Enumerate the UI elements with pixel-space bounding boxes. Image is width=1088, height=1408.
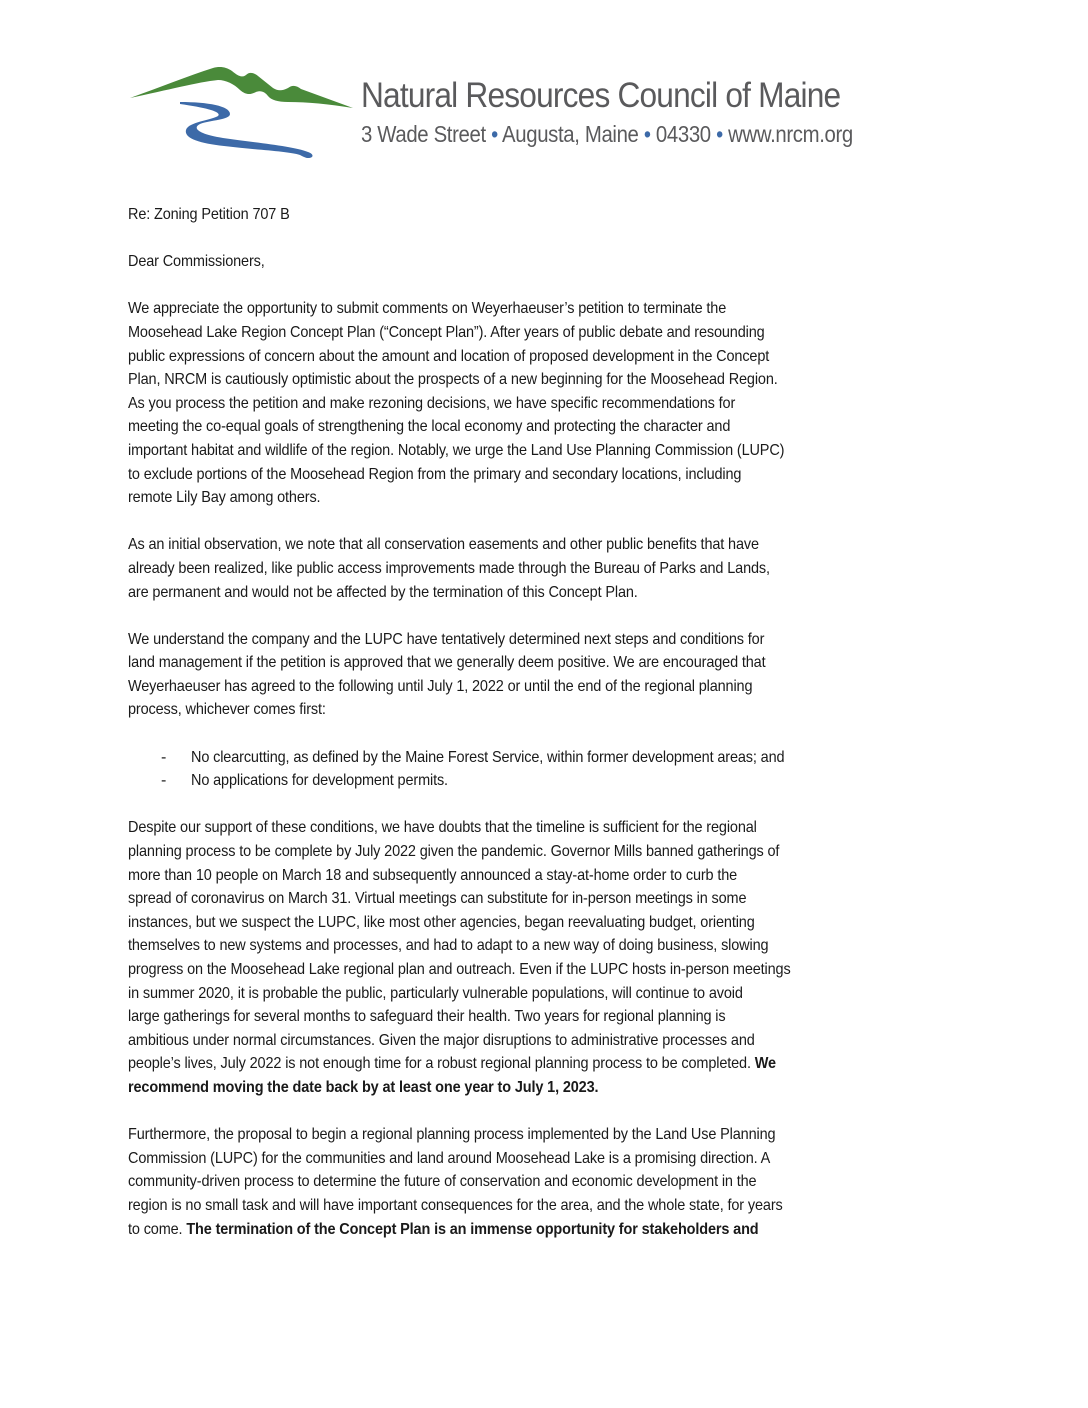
list-item-text: No applications for development permits. bbox=[191, 772, 448, 790]
text-line: Commission (LUPC) for the communities and land around Moosehead Lake is a promising direction. A bbox=[128, 1149, 771, 1167]
text-line: As you process the petition and make rezoning decisions, we have specific recommendations for bbox=[128, 394, 736, 412]
letter-body bbox=[128, 203, 958, 1265]
list-item-text: No clearcutting, as defined by the Maine Forest Service, within former development areas; and bbox=[191, 748, 785, 766]
conditions-list bbox=[128, 746, 958, 793]
text-line bbox=[128, 1052, 879, 1076]
text-line: ambitious under normal circumstances. Given the major disruptions to administrative processes and bbox=[128, 1031, 755, 1049]
text-line: important habitat and wildlife of the region. Notably, we urge the Land Use Planning Commission (LUPC) bbox=[128, 441, 785, 459]
dash-bullet: - bbox=[161, 772, 167, 790]
opportunity-bold: The termination of the Concept Plan is an immense opportunity for stakeholders and bbox=[186, 1220, 759, 1238]
address-street: 3 Wade Street bbox=[361, 121, 486, 147]
text-line bbox=[128, 1218, 879, 1242]
address-separator: • bbox=[643, 121, 651, 147]
text-line: large gatherings for several months to safeguard their health. Two years for regional planning is bbox=[128, 1008, 726, 1026]
text-regular: to come. bbox=[128, 1220, 187, 1238]
salutation bbox=[128, 250, 958, 274]
paragraph-conditions-intro bbox=[128, 628, 958, 722]
list-item bbox=[128, 769, 958, 793]
text-line: Weyerhaeuser has agreed to the following until July 1, 2022 or until the end of the regional planning bbox=[128, 677, 753, 695]
organization-name: Natural Resources Council of Maine bbox=[361, 76, 841, 115]
text-line: in summer 2020, it is probable the public, particularly vulnerable populations, will continue to avoid bbox=[128, 984, 743, 1002]
paragraph-introduction bbox=[128, 297, 958, 509]
subject-line bbox=[128, 203, 958, 227]
text-line: community-driven process to determine the future of conservation and economic development in the bbox=[128, 1173, 757, 1191]
recommendation-bold: recommend moving the date back by at least one year to July 1, 2023. bbox=[128, 1078, 599, 1096]
text-line: more than 10 people on March 18 and subsequently announced a stay-at-home order to curb the bbox=[128, 866, 738, 884]
text-line: to exclude portions of the Moosehead Region from the primary and secondary locations, including bbox=[128, 465, 742, 483]
paragraph-timeline-concerns bbox=[128, 816, 958, 1099]
text-line: Furthermore, the proposal to begin a regional planning process implemented by the Land Use Planning bbox=[128, 1126, 776, 1144]
address-city: Augusta, Maine bbox=[502, 121, 639, 147]
text-line: instances, but we suspect the LUPC, like most other agencies, began reevaluating budget, orienting bbox=[128, 913, 755, 931]
list-item bbox=[128, 746, 958, 770]
text-line: progress on the Moosehead Lake regional plan and outreach. Even if the LUPC hosts in-person meetings bbox=[128, 961, 791, 978]
recommendation-bold-start: We bbox=[750, 1055, 776, 1073]
text-line: As an initial observation, we note that all conservation easements and other public benefits that have bbox=[128, 536, 759, 554]
address-separator: • bbox=[491, 121, 498, 147]
text-line: are permanent and would not be affected by the termination of this Concept Plan. bbox=[128, 583, 638, 601]
text-line: Moosehead Lake Region Concept Plan (“Concept Plan”). After years of public debate and resounding bbox=[128, 323, 765, 341]
subject-text: Re: Zoning Petition 707 B bbox=[128, 206, 290, 223]
organization-address bbox=[361, 120, 853, 148]
text-line: We understand the company and the LUPC have tentatively determined next steps and conditions for bbox=[128, 630, 765, 648]
salutation-text: Dear Commissioners, bbox=[128, 253, 265, 271]
letterhead bbox=[128, 60, 968, 160]
text-line: land management if the petition is approved that we generally deem positive. We are encouraged that bbox=[128, 654, 766, 672]
text-line: public expressions of concern about the amount and location of proposed development in the Concept bbox=[128, 347, 770, 365]
text-regular: people’s lives, July 2022 is not enough time for a robust regional planning process to be completed. bbox=[128, 1055, 751, 1073]
paragraph-regional-planning bbox=[128, 1123, 958, 1241]
text-line: process, whichever comes first: bbox=[128, 701, 326, 719]
text-line: region is no small task and will have important consequences for the area, and the whole state, for years bbox=[128, 1196, 783, 1214]
mountain-river-logo-icon bbox=[128, 62, 353, 158]
text-line: already been realized, like public access improvements made through the Bureau of Parks and Lands, bbox=[128, 559, 770, 577]
text-line: remote Lily Bay among others. bbox=[128, 489, 321, 507]
text-line: Despite our support of these conditions, we have doubts that the timeline is sufficient for the regional bbox=[128, 819, 757, 837]
text-line: Plan, NRCM is cautiously optimistic about the prospects of a new beginning for the Moosehead Region. bbox=[128, 371, 778, 389]
text-line: planning process to be complete by July 2022 given the pandemic. Governor Mills banned gatherings of bbox=[128, 843, 780, 861]
text-line: We appreciate the opportunity to submit comments on Weyerhaeuser’s petition to terminate the bbox=[128, 300, 727, 318]
website-link[interactable]: www.nrcm.org bbox=[728, 121, 853, 147]
address-separator: • bbox=[716, 121, 723, 147]
text-line: themselves to new systems and processes, and had to adapt to a new way of doing business, slowing bbox=[128, 937, 769, 955]
paragraph-initial-observation bbox=[128, 533, 958, 604]
text-line: spread of coronavirus on March 31. Virtual meetings can substitute for in-person meetings in some bbox=[128, 890, 747, 908]
address-zip: 04330 bbox=[655, 121, 711, 147]
text-line: meeting the co-equal goals of strengthening the local economy and protecting the character and bbox=[128, 418, 731, 436]
dash-bullet: - bbox=[161, 748, 167, 766]
